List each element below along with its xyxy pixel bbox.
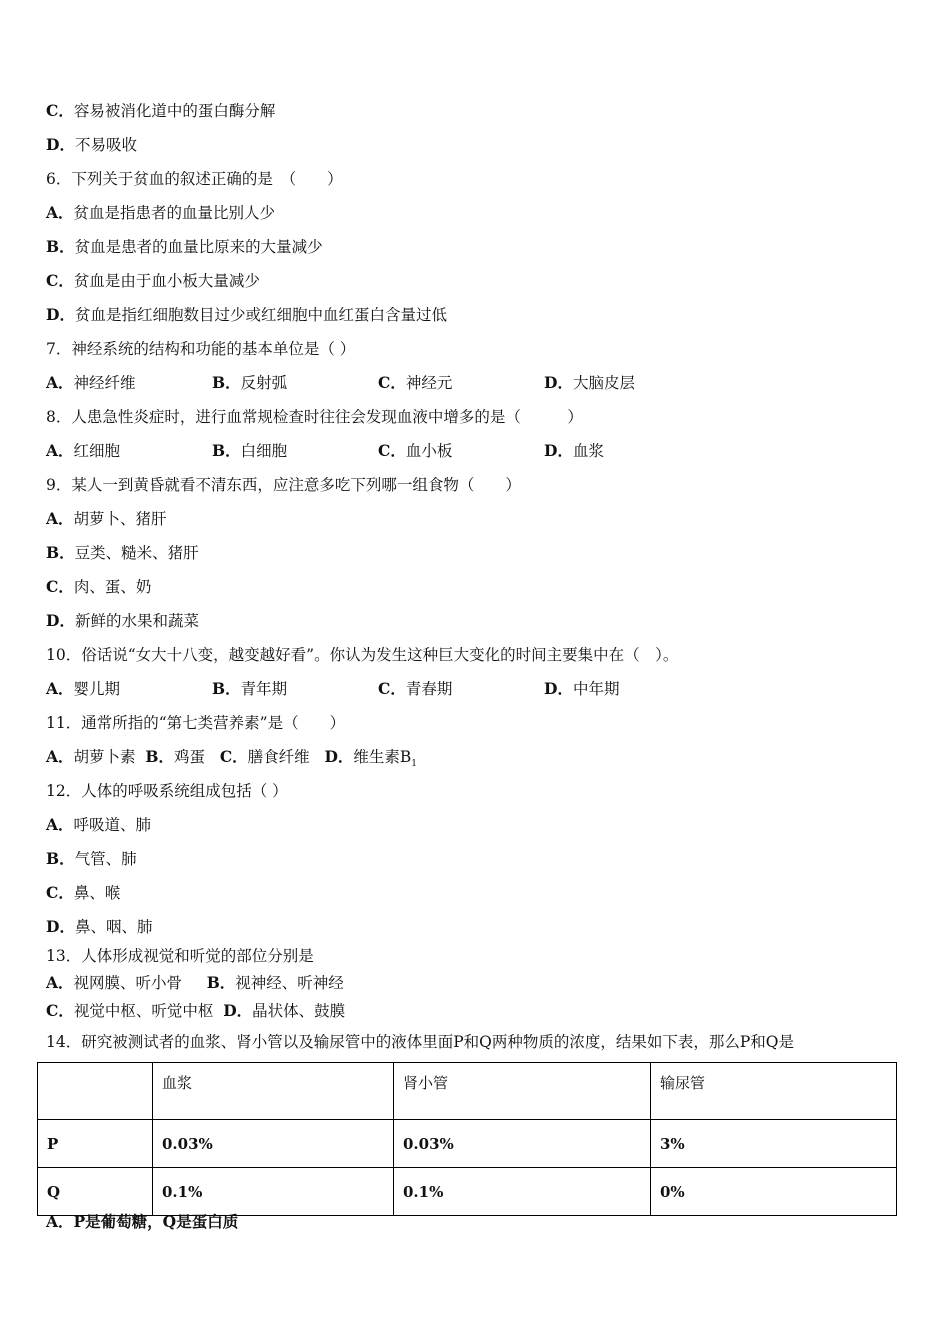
option-text: 视神经、听神经 <box>235 974 344 992</box>
option-d <box>544 373 635 393</box>
option-text: 贫血是患者的血量比原来的大量减少 <box>74 238 323 256</box>
option-text: 豆类、糙米、猪肝 <box>74 544 199 562</box>
option-row <box>46 973 344 993</box>
option-text: 晶状体、鼓膜 <box>252 1002 346 1020</box>
table-row <box>38 1168 897 1216</box>
table-cell: 3% <box>651 1120 897 1168</box>
subscript: 1 <box>411 759 418 770</box>
option-label: D． <box>46 611 75 630</box>
option-line <box>46 305 447 325</box>
option-text: 膳食纤维 <box>247 748 310 766</box>
question-9: 9．某人一到黄昏就看不清东西，应注意多吃下列哪一组食物（ ） <box>46 476 521 494</box>
option-line <box>46 815 151 835</box>
option-text: 贫血是指红细胞数目过少或红细胞中血红蛋白含量过低 <box>74 306 447 324</box>
option-label: A． <box>46 203 74 222</box>
option-label: B． <box>212 679 241 698</box>
option-text: 维生素B <box>353 748 412 766</box>
option-label: D． <box>46 305 75 324</box>
data-table <box>37 1062 897 1216</box>
option-label: A． <box>46 747 74 766</box>
option-label: C． <box>46 1001 74 1020</box>
option-d <box>544 441 604 461</box>
question-6: 6．下列关于贫血的叙述正确的是 （ ） <box>46 170 343 188</box>
option-label: A． <box>46 973 74 992</box>
option-text: 贫血是由于血小板大量减少 <box>73 272 260 290</box>
option-text: 血小板 <box>405 442 453 460</box>
option-label: B． <box>206 973 236 992</box>
option-label: B． <box>212 373 241 392</box>
option-line <box>46 237 323 257</box>
option-b <box>212 373 378 393</box>
option-text: 呼吸道、肺 <box>73 816 152 834</box>
option-label: B． <box>145 747 175 766</box>
option-line <box>46 1212 238 1232</box>
option-row <box>46 1001 345 1021</box>
option-d <box>544 679 619 699</box>
option-a <box>46 441 212 461</box>
option-line <box>46 271 260 291</box>
option-label: C． <box>219 747 248 766</box>
option-text: 血浆 <box>572 442 604 460</box>
table-cell: P <box>38 1120 153 1168</box>
table-row <box>38 1120 897 1168</box>
option-label: B． <box>46 237 75 256</box>
option-text: 婴儿期 <box>73 680 121 698</box>
option-line <box>46 849 137 869</box>
table-header-row <box>38 1063 897 1120</box>
question-7: 7．神经系统的结构和功能的基本单位是（ ） <box>46 340 356 358</box>
option-label: C． <box>378 373 406 392</box>
option-text: 鸡蛋 <box>174 748 206 766</box>
option-c <box>378 679 544 699</box>
option-line <box>46 577 151 597</box>
option-text: 贫血是指患者的血量比别人少 <box>73 204 276 222</box>
option-text: 青年期 <box>240 680 288 698</box>
table-cell: 0.1% <box>153 1168 394 1216</box>
option-label: D． <box>544 679 573 698</box>
option-line <box>46 135 137 155</box>
option-row <box>46 747 417 774</box>
option-label: A． <box>46 441 74 460</box>
option-text: 鼻、喉 <box>73 884 121 902</box>
option-label: C． <box>46 271 74 290</box>
option-text: 大脑皮层 <box>572 374 635 392</box>
option-text: 容易被消化道中的蛋白酶分解 <box>73 102 276 120</box>
table-cell: 血浆 <box>153 1063 394 1120</box>
option-line <box>46 101 275 121</box>
option-row <box>46 373 635 393</box>
option-b <box>212 441 378 461</box>
option-label: A． <box>46 1212 74 1231</box>
option-text: 胡萝卜、猪肝 <box>73 510 167 528</box>
table-cell: 0.03% <box>153 1120 394 1168</box>
option-a <box>46 373 212 393</box>
option-label: C． <box>378 441 406 460</box>
option-line <box>46 543 199 563</box>
option-text: 红细胞 <box>73 442 121 460</box>
option-b <box>212 679 378 699</box>
option-label: D． <box>46 917 75 936</box>
option-text: 胡萝卜素 <box>73 748 136 766</box>
option-text: 鼻、咽、肺 <box>74 918 153 936</box>
option-label: C． <box>46 577 74 596</box>
option-line <box>46 611 199 631</box>
option-line <box>46 917 152 937</box>
question-11: 11．通常所指的“第七类营养素”是（ ） <box>46 714 346 732</box>
table-cell: 0.03% <box>394 1120 651 1168</box>
table-cell: 0% <box>651 1168 897 1216</box>
option-text: P是葡萄糖，Q是蛋白质 <box>73 1212 239 1231</box>
option-row <box>46 441 604 461</box>
option-line <box>46 509 167 529</box>
option-text: 不易吸收 <box>74 136 137 154</box>
option-line <box>46 203 275 223</box>
option-text: 视觉中枢、听觉中枢 <box>73 1002 214 1020</box>
option-label: B． <box>46 543 75 562</box>
question-10: 10．俗话说“女大十八变，越变越好看”。你认为发生这种巨大变化的时间主要集中在（ ）。 <box>46 646 679 664</box>
option-text: 神经纤维 <box>73 374 136 392</box>
option-label: D． <box>544 441 573 460</box>
option-label: D． <box>544 373 573 392</box>
option-text: 神经元 <box>405 374 453 392</box>
question-13: 13．人体形成视觉和听觉的部位分别是 <box>46 947 314 965</box>
option-text: 视网膜、听小骨 <box>73 974 183 992</box>
question-12: 12．人体的呼吸系统组成包括（ ） <box>46 782 288 800</box>
option-label: A． <box>46 815 74 834</box>
table-cell <box>38 1063 153 1120</box>
question-8: 8．人患急性炎症时，进行血常规检查时往往会发现血液中增多的是（ ） <box>46 408 583 426</box>
option-label: D． <box>223 1001 253 1020</box>
option-text: 白细胞 <box>240 442 288 460</box>
option-c <box>378 373 544 393</box>
table-cell: Q <box>38 1168 153 1216</box>
option-label: A． <box>46 373 74 392</box>
option-text: 气管、肺 <box>74 850 137 868</box>
table-cell: 输尿管 <box>651 1063 897 1120</box>
option-label: A． <box>46 679 74 698</box>
option-a <box>46 679 212 699</box>
option-text: 肉、蛋、奶 <box>73 578 152 596</box>
option-text: 反射弧 <box>240 374 288 392</box>
option-label: C． <box>46 883 74 902</box>
option-label: D． <box>324 747 354 766</box>
option-label: C． <box>46 101 74 120</box>
table-cell: 肾小管 <box>394 1063 651 1120</box>
table-cell: 0.1% <box>394 1168 651 1216</box>
option-text: 新鲜的水果和蔬菜 <box>74 612 199 630</box>
option-line <box>46 883 120 903</box>
option-row <box>46 679 619 699</box>
option-label: C． <box>378 679 406 698</box>
option-label: A． <box>46 509 74 528</box>
option-text: 中年期 <box>572 680 620 698</box>
question-14: 14．研究被测试者的血浆、肾小管以及输尿管中的液体里面P和Q两种物质的浓度，结果如下表，那么P和Q是 <box>46 1033 794 1051</box>
option-c <box>378 441 544 461</box>
option-label: B． <box>212 441 241 460</box>
option-label: D． <box>46 135 75 154</box>
option-label: B． <box>46 849 75 868</box>
option-text: 青春期 <box>405 680 453 698</box>
